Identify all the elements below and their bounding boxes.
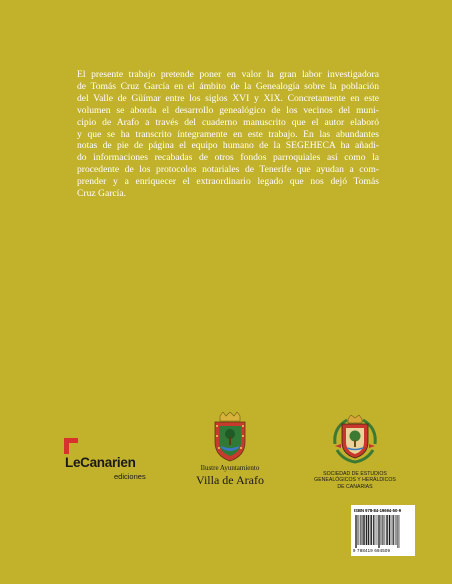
lecanarien-mark-icon	[64, 438, 78, 454]
blurb-line: y que se ha transcrito íntegramente en este trabajo. En las abundantes	[77, 128, 379, 140]
barcode-bar	[363, 515, 364, 545]
barcode-digits: 9 788419 694509	[353, 548, 391, 553]
segeheca-line: DE CANARIAS	[337, 483, 373, 490]
blurb-line: El presente trabajo pretende poner en valor la gran labor investigadora	[77, 69, 379, 80]
barcode-bar	[371, 515, 372, 545]
blurb-line: del Valle de Güímar entre los siglos XVI y XIX. Concretamente en este	[77, 92, 379, 104]
arafo-logo	[185, 412, 275, 492]
isbn-barcode	[351, 505, 415, 556]
barcode-bar	[382, 515, 383, 545]
blurb-line: Cruz García.	[77, 188, 127, 200]
blurb-line: notas de pie de página el equipo humano de la SEGEHECA ha añadi-	[77, 140, 379, 152]
barcode-bar	[366, 515, 367, 545]
arafo-coat-of-arms-icon	[209, 412, 251, 462]
barcode-bar	[364, 515, 365, 545]
blurb-line: volumen se aborda el desarrollo genealógico de los vecinos del muni-	[77, 104, 379, 116]
barcode-bar	[398, 515, 399, 548]
barcode-bar	[373, 515, 374, 545]
lecanarien-sub: ediciones	[114, 472, 146, 481]
barcode-bar	[387, 515, 388, 545]
barcode-bar	[360, 515, 361, 545]
barcode-bar	[379, 515, 380, 548]
back-cover-blurb	[77, 69, 379, 200]
barcode-bar	[386, 515, 387, 545]
barcode-bar	[368, 515, 369, 545]
arafo-line2: Villa de Arafo	[196, 473, 264, 487]
lecanarien-logo	[64, 428, 174, 481]
blurb-line: procedente de los protocolos notariales de Tenerife que ayudan a com-	[77, 164, 379, 176]
barcode-bar	[370, 515, 371, 545]
blurb-line: prender y a enriquecer el extraordinario legado que nos dejó Tomás	[77, 176, 379, 188]
barcode-bar	[399, 515, 400, 548]
barcode-bar	[378, 515, 379, 548]
barcode-bar	[356, 515, 357, 548]
blurb-line: de Tomás Cruz García en el ámbito de la Genealogía sobre la población	[77, 80, 379, 92]
barcode-bars	[354, 515, 412, 548]
blurb-line: do informaciones recabadas de otros fondos parroquiales así como la	[77, 152, 379, 164]
barcode-bar	[393, 515, 394, 545]
segeheca-logo	[300, 414, 410, 494]
isbn-label: ISBN 978-84-19694-50-9	[354, 508, 402, 513]
barcode-bar	[389, 515, 390, 545]
blurb-line: cipio de Arafo a través del cuaderno manuscrito que el autor elaboró	[77, 116, 379, 128]
arafo-line1: Ilustre Ayuntamiento	[200, 464, 260, 472]
segeheca-line: SOCIEDAD DE ESTUDIOS	[323, 471, 387, 477]
segeheca-line: GENEALÓGICOS Y HERÁLDICOS	[314, 477, 396, 484]
segeheca-name	[300, 471, 410, 490]
segeheca-emblem-icon	[327, 414, 383, 466]
barcode-bar	[355, 515, 356, 548]
lecanarien-name: LeCanarien	[65, 455, 136, 470]
